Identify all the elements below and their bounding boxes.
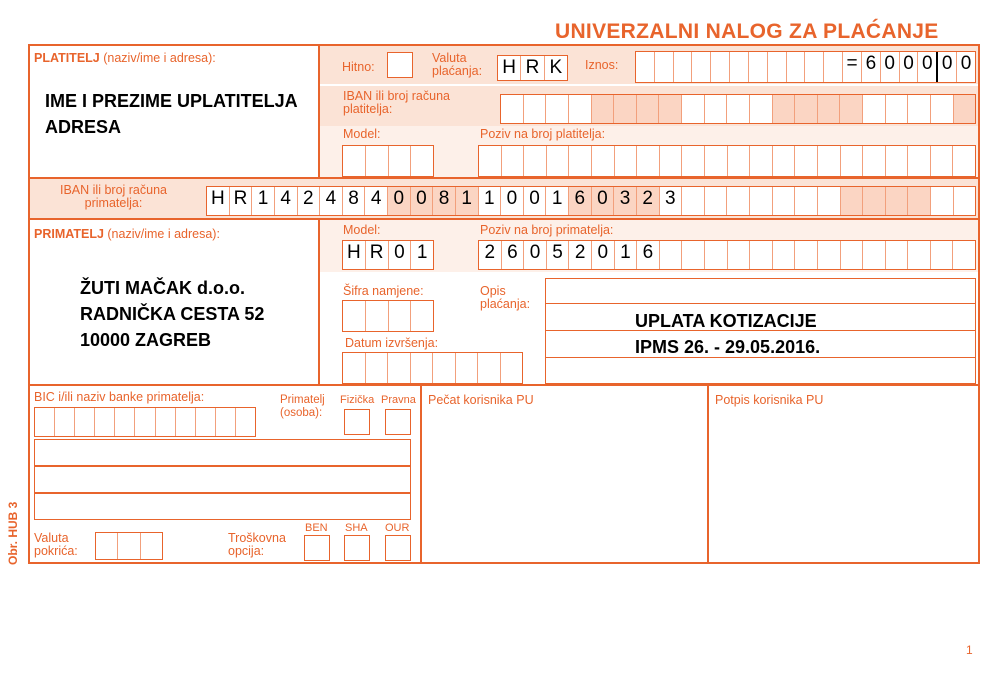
description-label: Opis plaćanja: — [480, 284, 531, 311]
iban-recipient-char: 1 — [546, 187, 569, 215]
reference-recipient-char — [705, 241, 728, 269]
reference-payer-char — [841, 146, 864, 176]
cover-currency-char — [141, 533, 162, 559]
iban-recipient-char: 2 — [637, 187, 660, 215]
amount-char — [655, 52, 674, 82]
iban-recipient-char: 3 — [614, 187, 637, 215]
iban-payer-char — [569, 95, 592, 123]
form-code: Obr. HUB 3 — [6, 501, 20, 565]
iban-payer-char — [931, 95, 954, 123]
reference-recipient-char: 0 — [592, 241, 615, 269]
purpose-code-field[interactable] — [342, 300, 434, 332]
reference-payer-char — [660, 146, 683, 176]
iban-recipient-char: 6 — [569, 187, 592, 215]
reference-recipient-char: 1 — [615, 241, 638, 269]
amount-char: = — [843, 52, 862, 82]
model-payer-char — [389, 146, 412, 176]
model-recipient-label: Model: — [343, 223, 381, 237]
iban-payer-char — [908, 95, 931, 123]
iban-recipient-char: 2 — [298, 187, 321, 215]
amount-char — [768, 52, 787, 82]
iban-payer-char — [659, 95, 682, 123]
purpose-code-char — [366, 301, 389, 331]
iban-recipient-char — [750, 187, 773, 215]
iban-recipient-char — [773, 187, 796, 215]
iban-payer-char — [501, 95, 524, 123]
our-checkbox[interactable] — [385, 535, 411, 561]
currency-char: R — [521, 56, 544, 80]
iban-payer-char — [637, 95, 660, 123]
bic-char — [156, 408, 176, 436]
iban-recipient-char: 0 — [411, 187, 434, 215]
stamp-label: Pečat korisnika PU — [428, 393, 534, 407]
ben-checkbox[interactable] — [304, 535, 330, 561]
reference-recipient-char — [682, 241, 705, 269]
reference-recipient-char: 2 — [569, 241, 592, 269]
iban-recipient-char: R — [230, 187, 253, 215]
amount-char: 0 — [900, 52, 919, 82]
amount-field[interactable] — [635, 51, 976, 83]
reference-payer-char — [795, 146, 818, 176]
purpose-code-label: Šifra namjene: — [343, 284, 424, 298]
iban-recipient-char: 0 — [592, 187, 615, 215]
ben-label: BEN — [305, 522, 328, 534]
currency-char: K — [549, 57, 563, 78]
amount-char — [674, 52, 693, 82]
amount-char — [692, 52, 711, 82]
iban-payer-char — [614, 95, 637, 123]
bic-field[interactable] — [34, 407, 256, 437]
reference-recipient-field[interactable] — [478, 240, 976, 270]
our-label: OUR — [385, 522, 410, 534]
iban-recipient-char — [727, 187, 750, 215]
natural-person-label: Fizička — [340, 394, 375, 406]
reference-payer-char — [524, 146, 547, 176]
reference-payer-char — [750, 146, 773, 176]
recipient-name[interactable]: ŽUTI MAČAK d.o.o. — [80, 278, 245, 298]
amount-char: 0 — [918, 52, 938, 82]
date-char — [501, 353, 523, 383]
iban-recipient-char: 1 — [252, 187, 275, 215]
iban-payer-char — [546, 95, 569, 123]
reference-recipient-char: 0 — [524, 241, 547, 269]
iban-payer-char — [524, 95, 547, 123]
reference-recipient-char — [773, 241, 796, 269]
reference-payer-label: Poziv na broj platitelja: — [480, 127, 606, 141]
sha-label: SHA — [345, 522, 368, 534]
bic-char — [216, 408, 236, 436]
payer-label: PLATITELJ (naziv/ime i adresa): — [34, 51, 216, 65]
legal-person-label: Pravna — [381, 394, 416, 406]
bank-name-line-3[interactable] — [34, 493, 411, 520]
reference-payer-field[interactable] — [478, 145, 976, 177]
currency-label: Valuta plaćanja: — [432, 51, 483, 78]
model-payer-field[interactable] — [342, 145, 434, 177]
reference-payer-char — [592, 146, 615, 176]
iban-payer-field[interactable] — [500, 94, 976, 124]
iban-recipient-char — [795, 187, 818, 215]
iban-payer-char — [727, 95, 750, 123]
iban-recipient-char — [886, 187, 909, 215]
date-char — [456, 353, 479, 383]
date-char — [366, 353, 389, 383]
amount-char — [787, 52, 806, 82]
iban-recipient-char: 0 — [501, 187, 524, 215]
reference-payer-char — [886, 146, 909, 176]
bic-char — [75, 408, 95, 436]
description-line-1: UPLATA KOTIZACIJE — [635, 311, 817, 331]
cover-currency-char — [96, 533, 118, 559]
bic-char — [176, 408, 196, 436]
iban-recipient-char: 4 — [320, 187, 343, 215]
bic-char — [115, 408, 135, 436]
amount-char: 0 — [938, 52, 957, 82]
iban-recipient-char: 1 — [456, 187, 479, 215]
bic-char — [55, 408, 75, 436]
iban-payer-char — [840, 95, 863, 123]
iban-recipient-char — [705, 187, 728, 215]
iban-payer-char — [954, 95, 976, 123]
reference-recipient-char — [953, 241, 975, 269]
reference-payer-char — [569, 146, 592, 176]
bic-char — [95, 408, 115, 436]
amount-label: Iznos: — [585, 58, 619, 72]
reference-recipient-char — [908, 241, 931, 269]
iban-recipient-field[interactable] — [206, 186, 976, 216]
sha-checkbox[interactable] — [344, 535, 370, 561]
model-recipient-char: H — [343, 241, 366, 269]
cost-option-label: Troškovna opcija: — [228, 531, 286, 558]
reference-recipient-char — [863, 241, 886, 269]
amount-char — [636, 52, 655, 82]
amount-char: 0 — [881, 52, 900, 82]
purpose-code-char — [389, 301, 412, 331]
reference-payer-char — [479, 146, 502, 176]
reference-recipient-char: 6 — [502, 241, 525, 269]
reference-recipient-char — [886, 241, 909, 269]
purpose-code-char — [411, 301, 433, 331]
reference-payer-char — [705, 146, 728, 176]
model-payer-char — [411, 146, 433, 176]
iban-recipient-char: H — [207, 187, 230, 215]
reference-payer-char — [547, 146, 570, 176]
iban-payer-char — [818, 95, 841, 123]
amount-char — [711, 52, 730, 82]
date-char — [433, 353, 456, 383]
amount-char: 6 — [862, 52, 881, 82]
urgent-label: Hitno: — [342, 60, 375, 74]
cover-currency-label: Valuta pokrića: — [34, 531, 78, 558]
model-recipient-field[interactable] — [342, 240, 434, 270]
iban-recipient-char: 4 — [365, 187, 388, 215]
currency-char: H — [498, 56, 521, 80]
model-recipient-char: R — [366, 241, 389, 269]
reference-payer-char — [908, 146, 931, 176]
bic-char — [236, 408, 255, 436]
execution-date-field[interactable] — [342, 352, 523, 384]
iban-recipient-char: 1 — [479, 187, 502, 215]
iban-recipient-char — [841, 187, 864, 215]
iban-recipient-char: 0 — [388, 187, 411, 215]
iban-recipient-char — [818, 187, 841, 215]
reference-payer-char — [682, 146, 705, 176]
description-line-2: IPMS 26. - 29.05.2016. — [635, 337, 821, 357]
bic-char — [196, 408, 216, 436]
cover-currency-field[interactable] — [95, 532, 163, 560]
reference-recipient-char — [841, 241, 864, 269]
reference-recipient-char — [795, 241, 818, 269]
cover-currency-char — [118, 533, 140, 559]
iban-payer-char — [750, 95, 773, 123]
reference-recipient-char — [931, 241, 954, 269]
reference-recipient-char: 5 — [547, 241, 570, 269]
bank-name-line-2[interactable] — [34, 466, 411, 493]
page-number: 1 — [966, 643, 973, 657]
bic-char — [35, 408, 55, 436]
execution-date-label: Datum izvršenja: — [345, 336, 439, 350]
iban-payer-char — [682, 95, 705, 123]
reference-recipient-char: 2 — [479, 241, 502, 269]
reference-payer-char — [953, 146, 975, 176]
amount-char — [749, 52, 768, 82]
iban-recipient-char — [908, 187, 931, 215]
iban-recipient-char — [931, 187, 954, 215]
recipient-street[interactable]: RADNIČKA CESTA 52 — [80, 304, 265, 324]
bic-label: BIC i/ili naziv banke primatelja: — [34, 390, 205, 404]
signature-label: Potpis korisnika PU — [715, 393, 824, 407]
date-char — [343, 353, 366, 383]
recipient-label: PRIMATELJ (naziv/ime i adresa): — [34, 227, 220, 241]
iban-recipient-char — [954, 187, 976, 215]
currency-field[interactable] — [497, 55, 568, 81]
iban-payer-char — [795, 95, 818, 123]
amount-char: 0 — [960, 53, 972, 74]
iban-payer-char — [886, 95, 909, 123]
reference-payer-char — [502, 146, 525, 176]
payer-address[interactable]: ADRESA — [45, 117, 122, 137]
date-char — [388, 353, 411, 383]
reference-recipient-char — [728, 241, 751, 269]
reference-recipient-char — [818, 241, 841, 269]
model-payer-label: Model: — [343, 127, 381, 141]
reference-recipient-char — [660, 241, 683, 269]
iban-recipient-char: 8 — [343, 187, 366, 215]
natural-person-checkbox[interactable] — [344, 409, 370, 435]
amount-char — [805, 52, 824, 82]
iban-recipient-char — [863, 187, 886, 215]
reference-payer-char — [773, 146, 796, 176]
reference-payer-char — [863, 146, 886, 176]
iban-recipient-label: IBAN ili broj računa primatelja: — [60, 183, 167, 210]
form-title: UNIVERZALNI NALOG ZA PLAĆANJE — [555, 20, 939, 43]
legal-person-checkbox[interactable] — [385, 409, 411, 435]
iban-recipient-char: 4 — [275, 187, 298, 215]
iban-payer-char — [773, 95, 796, 123]
payer-name[interactable]: IME I PREZIME UPLATITELJA — [45, 91, 298, 111]
model-payer-char — [366, 146, 389, 176]
reference-payer-char — [637, 146, 660, 176]
reference-recipient-char: 6 — [637, 241, 660, 269]
iban-payer-label: IBAN ili broj računa platitelja: — [343, 89, 450, 116]
reference-payer-char — [818, 146, 841, 176]
iban-recipient-char: 0 — [524, 187, 547, 215]
iban-payer-char — [592, 95, 615, 123]
urgent-checkbox[interactable] — [387, 52, 413, 78]
recipient-type-label: Primatelj (osoba): — [280, 394, 325, 419]
bic-char — [135, 408, 155, 436]
model-recipient-char: 1 — [416, 242, 428, 263]
iban-recipient-char: 8 — [433, 187, 456, 215]
iban-recipient-char: 3 — [660, 187, 683, 215]
purpose-code-char — [343, 301, 366, 331]
reference-recipient-label: Poziv na broj primatelja: — [480, 223, 614, 237]
amount-char — [730, 52, 749, 82]
amount-char — [824, 52, 843, 82]
iban-recipient-char — [682, 187, 705, 215]
bank-name-line-1[interactable] — [34, 439, 411, 466]
date-char — [411, 353, 434, 383]
reference-recipient-char — [750, 241, 773, 269]
reference-payer-char — [728, 146, 751, 176]
date-char — [478, 353, 501, 383]
iban-payer-char — [705, 95, 728, 123]
recipient-city[interactable]: 10000 ZAGREB — [80, 330, 212, 350]
model-payer-char — [343, 146, 366, 176]
model-recipient-char: 0 — [389, 241, 412, 269]
iban-payer-char — [863, 95, 886, 123]
reference-payer-char — [931, 146, 954, 176]
reference-payer-char — [615, 146, 638, 176]
